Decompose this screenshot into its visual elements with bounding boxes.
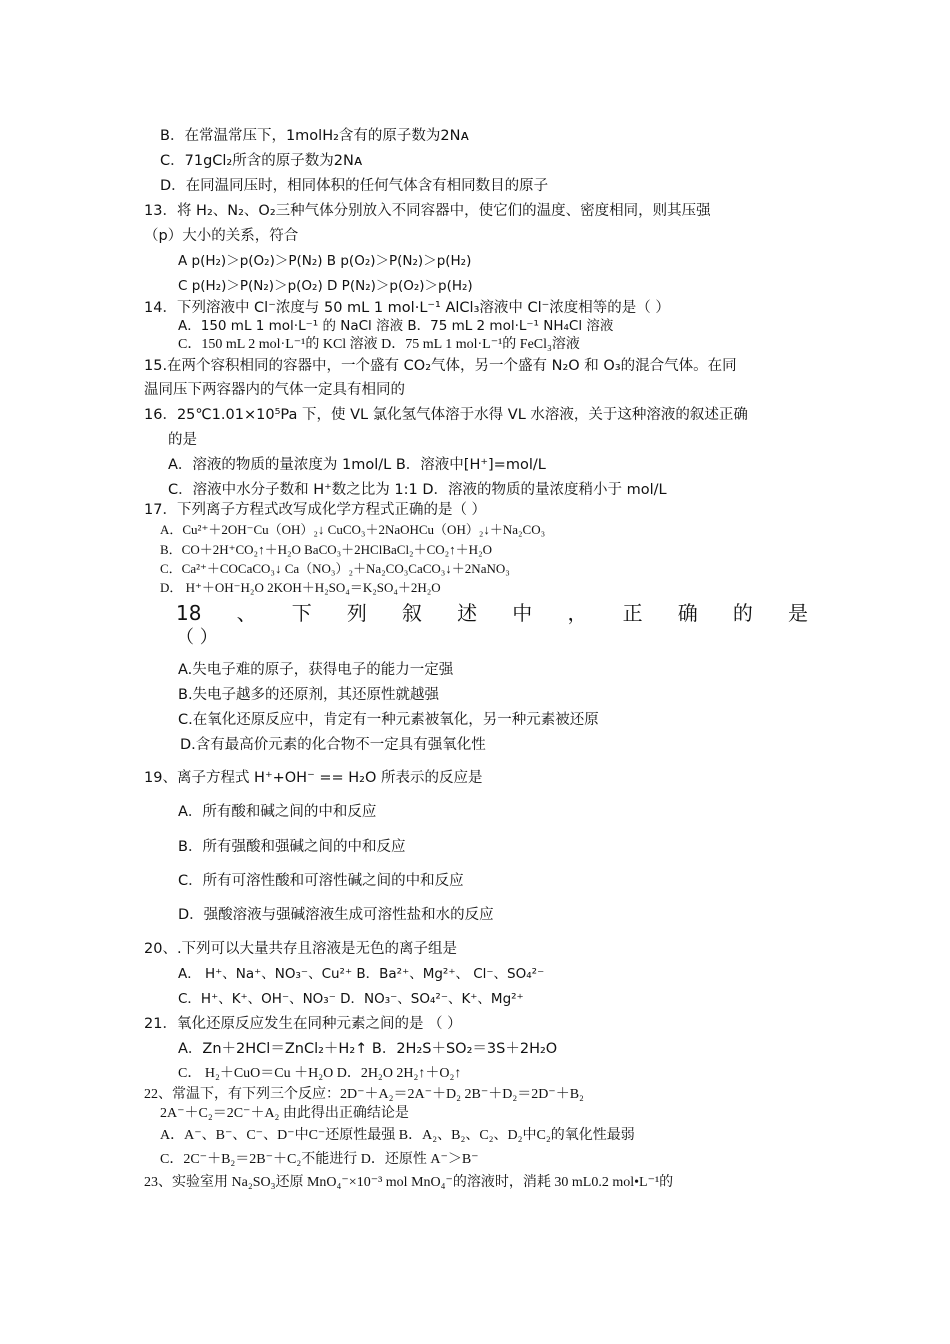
q18-char: 中 xyxy=(512,601,533,625)
q17-option-a: A．Cu²⁺＋2OH⁻Cu（OH）₂↓ CuCO₃＋2NaOHCu（OH）₂↓＋Na₂CO₃ xyxy=(160,522,546,537)
q19-stem: 19、离子方程式 H⁺+OH⁻ == H₂O 所表示的反应是 xyxy=(144,770,483,786)
q14-stem: 14．下列溶液中 Cl⁻浓度与 50 mL 1 mol·L⁻¹ AlCl₃溶液中 Cl⁻浓度相等的是（ ） xyxy=(144,300,670,316)
q18-option-c: C.在氧化还原反应中，肯定有一种元素被氧化，另一种元素被还原 xyxy=(178,712,599,728)
q13-options-ab: A p(H₂)＞p(O₂)＞P(N₂) B p(O₂)＞P(N₂)＞p(H₂) xyxy=(178,253,472,269)
q16-options-cd: C．溶液中水分子数和 H⁺数之比为 1:1 D．溶液的物质的量浓度稍小于 mol/L xyxy=(168,482,667,498)
q18-char: 述 xyxy=(457,601,478,625)
q16-options-ab: A．溶液的物质的量浓度为 1mol/L B．溶液中[H⁺]=mol/L xyxy=(168,457,546,473)
q13-stem-line1: 13．将 H₂、N₂、O₂三种气体分别放入不同容器中，使它们的温度、密度相同，则其压强 xyxy=(144,203,711,219)
q18-char: 18 xyxy=(176,601,202,625)
q13-options-cd: C p(H₂)＞P(N₂)＞p(O₂) D P(N₂)＞p(O₂)＞p(H₂) xyxy=(178,278,473,294)
q22-stem-line2: 2A⁻＋C₂＝2C⁻＋A₂ 由此得出正确结论是 xyxy=(160,1106,409,1121)
q18-char: 正 xyxy=(622,601,643,625)
q20-options-cd: C．H⁺、K⁺、OH⁻、NO₃⁻ D．NO₃⁻、SO₄²⁻、K⁺、Mg²⁺ xyxy=(178,991,524,1007)
q17-option-c: C．Ca²⁺＋COCaCO₃↓ Ca（NO₃）₂＋Na₂CO₃CaCO₃↓＋2NaNO₃ xyxy=(160,561,510,576)
q18-char: 下 xyxy=(291,601,312,625)
q14-options-ab: A．150 mL 1 mol·L⁻¹ 的 NaCl 溶液 B．75 mL 2 mol·L⁻¹ NH₄Cl 溶液 xyxy=(178,318,614,334)
q20-stem: 20、.下列可以大量共存且溶液是无色的离子组是 xyxy=(144,941,458,957)
q18-char: 叙 xyxy=(402,601,423,625)
q18-option-d: D.含有最高价元素的化合物不一定具有强氧化性 xyxy=(180,737,486,753)
q17-option-b: B．CO＋2H⁺CO₂↑＋H₂O BaCO₃＋2HClBaCl₂＋CO₂↑＋H₂O xyxy=(160,542,492,557)
q15-stem-line2: 温同压下两容器内的气体一定具有相同的 xyxy=(144,382,405,398)
q18-char: 、 xyxy=(236,601,257,625)
q22-options-cd: C．2C⁻＋B₂＝2B⁻＋C₂不能进行 D．还原性 A⁻＞B⁻ xyxy=(160,1152,479,1167)
q12-option-d: D．在同温同压时，相同体积的任何气体含有相同数目的原子 xyxy=(160,178,549,194)
q20-options-ab: A． H⁺、Na⁺、NO₃⁻、Cu²⁺ B．Ba²⁺、Mg²⁺、 Cl⁻、SO₄²⁻ xyxy=(178,966,545,982)
q18-option-b: B.失电子越多的还原剂，其还原性就越强 xyxy=(178,687,440,703)
q21-options-cd: C． H₂＋CuO＝Cu ＋H₂O D．2H₂O 2H₂↑＋O₂↑ xyxy=(178,1066,462,1081)
q19-option-c: C．所有可溶性酸和可溶性碱之间的中和反应 xyxy=(178,873,464,889)
q21-stem: 21．氧化还原反应发生在同种元素之间的是 （ ） xyxy=(144,1016,462,1032)
q14-options-cd: C．150 mL 2 mol·L⁻¹的 KCl 溶液 D．75 mL 1 mol·L⁻¹的 FeCl₃溶液 xyxy=(178,337,580,352)
q17-option-d: D． H⁺＋OH⁻H₂O 2KOH＋H₂SO₄＝K₂SO₄＋2H₂O xyxy=(160,580,441,595)
q18-char: ， xyxy=(567,601,588,625)
q23-stem: 23、实验室用 Na₂SO₃还原 MnO₄⁻×10⁻³ mol MnO₄⁻的溶液时，消耗 30 mL0.2 mol•L⁻¹的 xyxy=(144,1175,674,1190)
q12-option-b: B．在常温常压下，1molH₂含有的原子数为2Nᴀ xyxy=(160,128,470,144)
q13-stem-line2: （p）大小的关系，符合 xyxy=(144,228,299,244)
q17-stem: 17．下列离子方程式改写成化学方程式正确的是（ ） xyxy=(144,502,487,518)
q19-option-a: A．所有酸和碱之间的中和反应 xyxy=(178,804,377,820)
q18-char: 的 xyxy=(732,601,753,625)
q12-option-c: C．71gCl₂所含的原子数为2Nᴀ xyxy=(160,153,363,169)
q18-stem-spread xyxy=(176,600,808,626)
q22-stem-line1: 22、常温下，有下列三个反应：2D⁻＋A₂＝2A⁻＋D₂ 2B⁻＋D₂＝2D⁻＋B₂ xyxy=(144,1087,584,1102)
q18-char: 确 xyxy=(677,601,698,625)
q18-char: 是 xyxy=(788,601,808,625)
q15-stem-line1: 15.在两个容积相同的容器中，一个盛有 CO₂气体，另一个盛有 N₂O 和 O₃的混合气体。在同 xyxy=(144,358,737,374)
q19-option-b: B．所有强酸和强碱之间的中和反应 xyxy=(178,839,406,855)
q18-option-a: A.失电子难的原子，获得电子的能力一定强 xyxy=(178,662,454,678)
q18-answer-paren: （ ） xyxy=(176,627,218,648)
q21-options-ab: A．Zn＋2HCl＝ZnCl₂＋H₂↑ B．2H₂S＋SO₂＝3S＋2H₂O xyxy=(178,1041,558,1057)
q22-options-ab: A．A⁻、B⁻、C⁻、D⁻中C⁻还原性最强 B．A₂、B₂、C₂、D₂中C₂的氧化性最弱 xyxy=(160,1128,635,1143)
q18-char: 列 xyxy=(346,601,367,625)
q16-stem-line2: 的是 xyxy=(168,432,197,448)
q16-stem-line1: 16．25℃1.01×10⁵Pa 下，使 VL 氯化氢气体溶于水得 VL 水溶液，关于这种溶液的叙述正确 xyxy=(144,407,748,423)
q19-option-d: D．强酸溶液与强碱溶液生成可溶性盐和水的反应 xyxy=(178,907,494,923)
